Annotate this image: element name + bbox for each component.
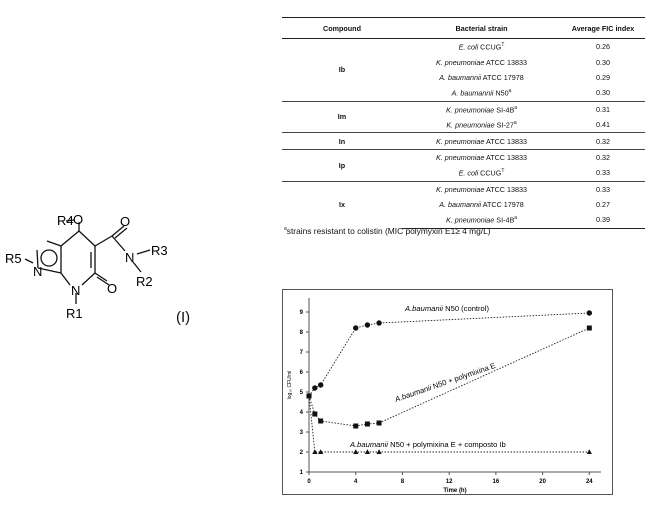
fic-cell: 0.33 [596, 168, 610, 178]
fic-cell: 0.31 [561, 101, 645, 117]
species-name: K. pneumoniae [445, 104, 495, 114]
strain-cell [402, 165, 561, 181]
strain-id: CCUG [478, 42, 502, 52]
data-point-circle [353, 325, 358, 330]
x-tick-label: 24 [585, 479, 593, 485]
footnote-text: strains resistant to colistin (MIC polymyxin E1≥ 4 mg/L) [286, 226, 491, 236]
atom-r3: R3 [151, 243, 168, 258]
header-compound: Compound [282, 18, 402, 39]
fic-cell: 0.33 [561, 181, 645, 197]
data-point-circle [318, 382, 323, 387]
table-row [282, 39, 645, 55]
strain-sup: a [514, 104, 518, 111]
strain-sup: a [514, 215, 518, 222]
y-axis-label: log₁₀ CFU/ml [287, 370, 293, 400]
data-point-triangle [587, 449, 592, 454]
strain-cell [402, 39, 561, 55]
y-tick-label: 5 [299, 390, 303, 396]
atom-r1: R1 [66, 306, 83, 321]
data-point-square [377, 421, 382, 426]
table-row [282, 181, 645, 197]
compound-cell: Ip [282, 149, 402, 181]
y-tick-label: 9 [299, 310, 303, 316]
time-kill-chart [282, 289, 613, 495]
y-tick-label: 4 [299, 410, 303, 416]
strain-id: ATCC 13833 [484, 152, 527, 162]
header-fic: Average FIC index [561, 18, 645, 39]
atom-o-amide: O [120, 214, 131, 229]
strain-cell [402, 101, 561, 117]
strain-sup: a [513, 119, 517, 126]
species-name: K. pneumoniae [436, 152, 485, 162]
species-name: E. coli [458, 168, 479, 178]
species-name: A. baumannii [439, 72, 482, 82]
y-tick-label: 7 [299, 350, 303, 356]
annotation-species: A.baumanii [393, 383, 433, 404]
atom-n-ring: N [71, 283, 81, 298]
strain-sup: a [508, 88, 512, 95]
strain-sup: T [501, 168, 505, 175]
series-annotation-2 [393, 361, 497, 404]
atom-r2: R2 [136, 274, 153, 289]
header-strain: Bacterial strain [402, 18, 561, 39]
data-point-circle [312, 385, 317, 390]
data-point-square [312, 412, 317, 417]
x-tick-label: 12 [445, 479, 453, 485]
strain-cell [402, 149, 561, 165]
strain-id: N50 [493, 88, 509, 98]
y-tick-label: 8 [299, 330, 303, 336]
fic-cell: 0.26 [596, 42, 610, 52]
atom-n-pyrazole: N [33, 264, 43, 279]
species-name: K. pneumoniae [436, 136, 485, 146]
strain-cell [402, 133, 561, 149]
strain-id: SI-4B [494, 215, 515, 225]
table-header-row [282, 18, 645, 39]
x-tick-label: 4 [354, 479, 358, 485]
data-point-square [318, 419, 323, 424]
data-point-square [587, 326, 592, 331]
annotation-condition: N50 + polymixina E [429, 360, 497, 392]
fic-cell: 0.32 [561, 149, 645, 165]
footnote-mark: a [284, 226, 287, 233]
data-point-triangle [365, 449, 370, 454]
annotation-condition: N50 + polymixina E + composto Ib [388, 440, 506, 449]
species-name: K. pneumoniae [436, 57, 485, 67]
y-tick-label: 2 [299, 450, 303, 456]
species-name: E. coli [458, 42, 479, 52]
annotation-species: A.baumanii [405, 304, 443, 313]
atom-n-amide: N [125, 250, 135, 265]
species-name: K. pneumoniae [445, 215, 495, 225]
strain-sup: T [501, 42, 505, 48]
strain-id: SI-27 [494, 120, 514, 130]
atom-o-carbonyl: O [107, 281, 118, 296]
table-row [282, 149, 645, 165]
fic-cell: 0.32 [561, 133, 645, 149]
series-annotation-3 [349, 440, 506, 449]
strain-id: SI-4B [494, 104, 515, 114]
fic-cell: 0.29 [596, 72, 610, 82]
atom-r4: R4 [57, 213, 74, 228]
strain-id: ATCC 13833 [484, 136, 527, 146]
table-row [282, 133, 645, 149]
fic-cell: 0.30 [596, 57, 610, 67]
table-row [282, 101, 645, 117]
fic-cell: 0.41 [596, 120, 610, 130]
data-point-circle [587, 310, 592, 315]
data-point-circle [376, 320, 381, 325]
strain-cell [402, 117, 561, 133]
y-tick-label: 6 [299, 370, 303, 376]
atom-r5: R5 [5, 251, 22, 266]
strain-cell [402, 85, 561, 101]
fic-cell: 0.30 [596, 88, 610, 98]
annotation-species: A.baumanii [350, 440, 388, 449]
y-tick-label: 1 [299, 470, 303, 476]
y-tick-label: 3 [299, 430, 303, 436]
fic-table [282, 17, 645, 229]
compound-cell: Ib [338, 65, 346, 75]
fic-cell: 0.39 [561, 212, 645, 228]
strain-id: ATCC 13833 [484, 184, 527, 194]
species-name: K. pneumoniae [446, 120, 495, 130]
compound-cell: Im [282, 101, 402, 133]
strain-cell [402, 70, 561, 85]
compound-cell: In [282, 133, 402, 149]
chemical-structure [0, 205, 175, 325]
species-name: K. pneumoniae [436, 184, 485, 194]
fic-cell: 0.27 [596, 200, 610, 210]
x-axis-label: Time (h) [443, 488, 467, 494]
strain-id: ATCC 17978 [481, 200, 524, 210]
annotation-condition: N50 (control) [443, 304, 490, 313]
strain-id: ATCC 13833 [484, 57, 527, 67]
data-point-square [365, 422, 370, 427]
strain-cell [402, 54, 561, 69]
x-tick-label: 8 [400, 479, 405, 485]
compound-cell: Ix [282, 181, 402, 228]
x-tick-label: 20 [539, 479, 546, 485]
strain-id: CCUG [478, 168, 502, 178]
table-footnote [284, 226, 491, 236]
species-name: A. baumannii [451, 88, 494, 98]
species-name: A. baumannii [439, 200, 482, 210]
strain-cell [402, 181, 561, 197]
x-tick-label: 0 [307, 479, 311, 485]
series-annotation-1 [404, 304, 489, 313]
x-tick-label: 16 [492, 479, 500, 485]
structure-label: (I) [176, 309, 191, 326]
chart-svg [283, 290, 612, 494]
strain-id: ATCC 17978 [481, 72, 524, 82]
data-point-circle [365, 322, 370, 327]
data-point-triangle [376, 449, 381, 454]
atom-o-ether: O [73, 212, 84, 227]
data-point-square [353, 424, 358, 429]
strain-cell [402, 197, 561, 212]
